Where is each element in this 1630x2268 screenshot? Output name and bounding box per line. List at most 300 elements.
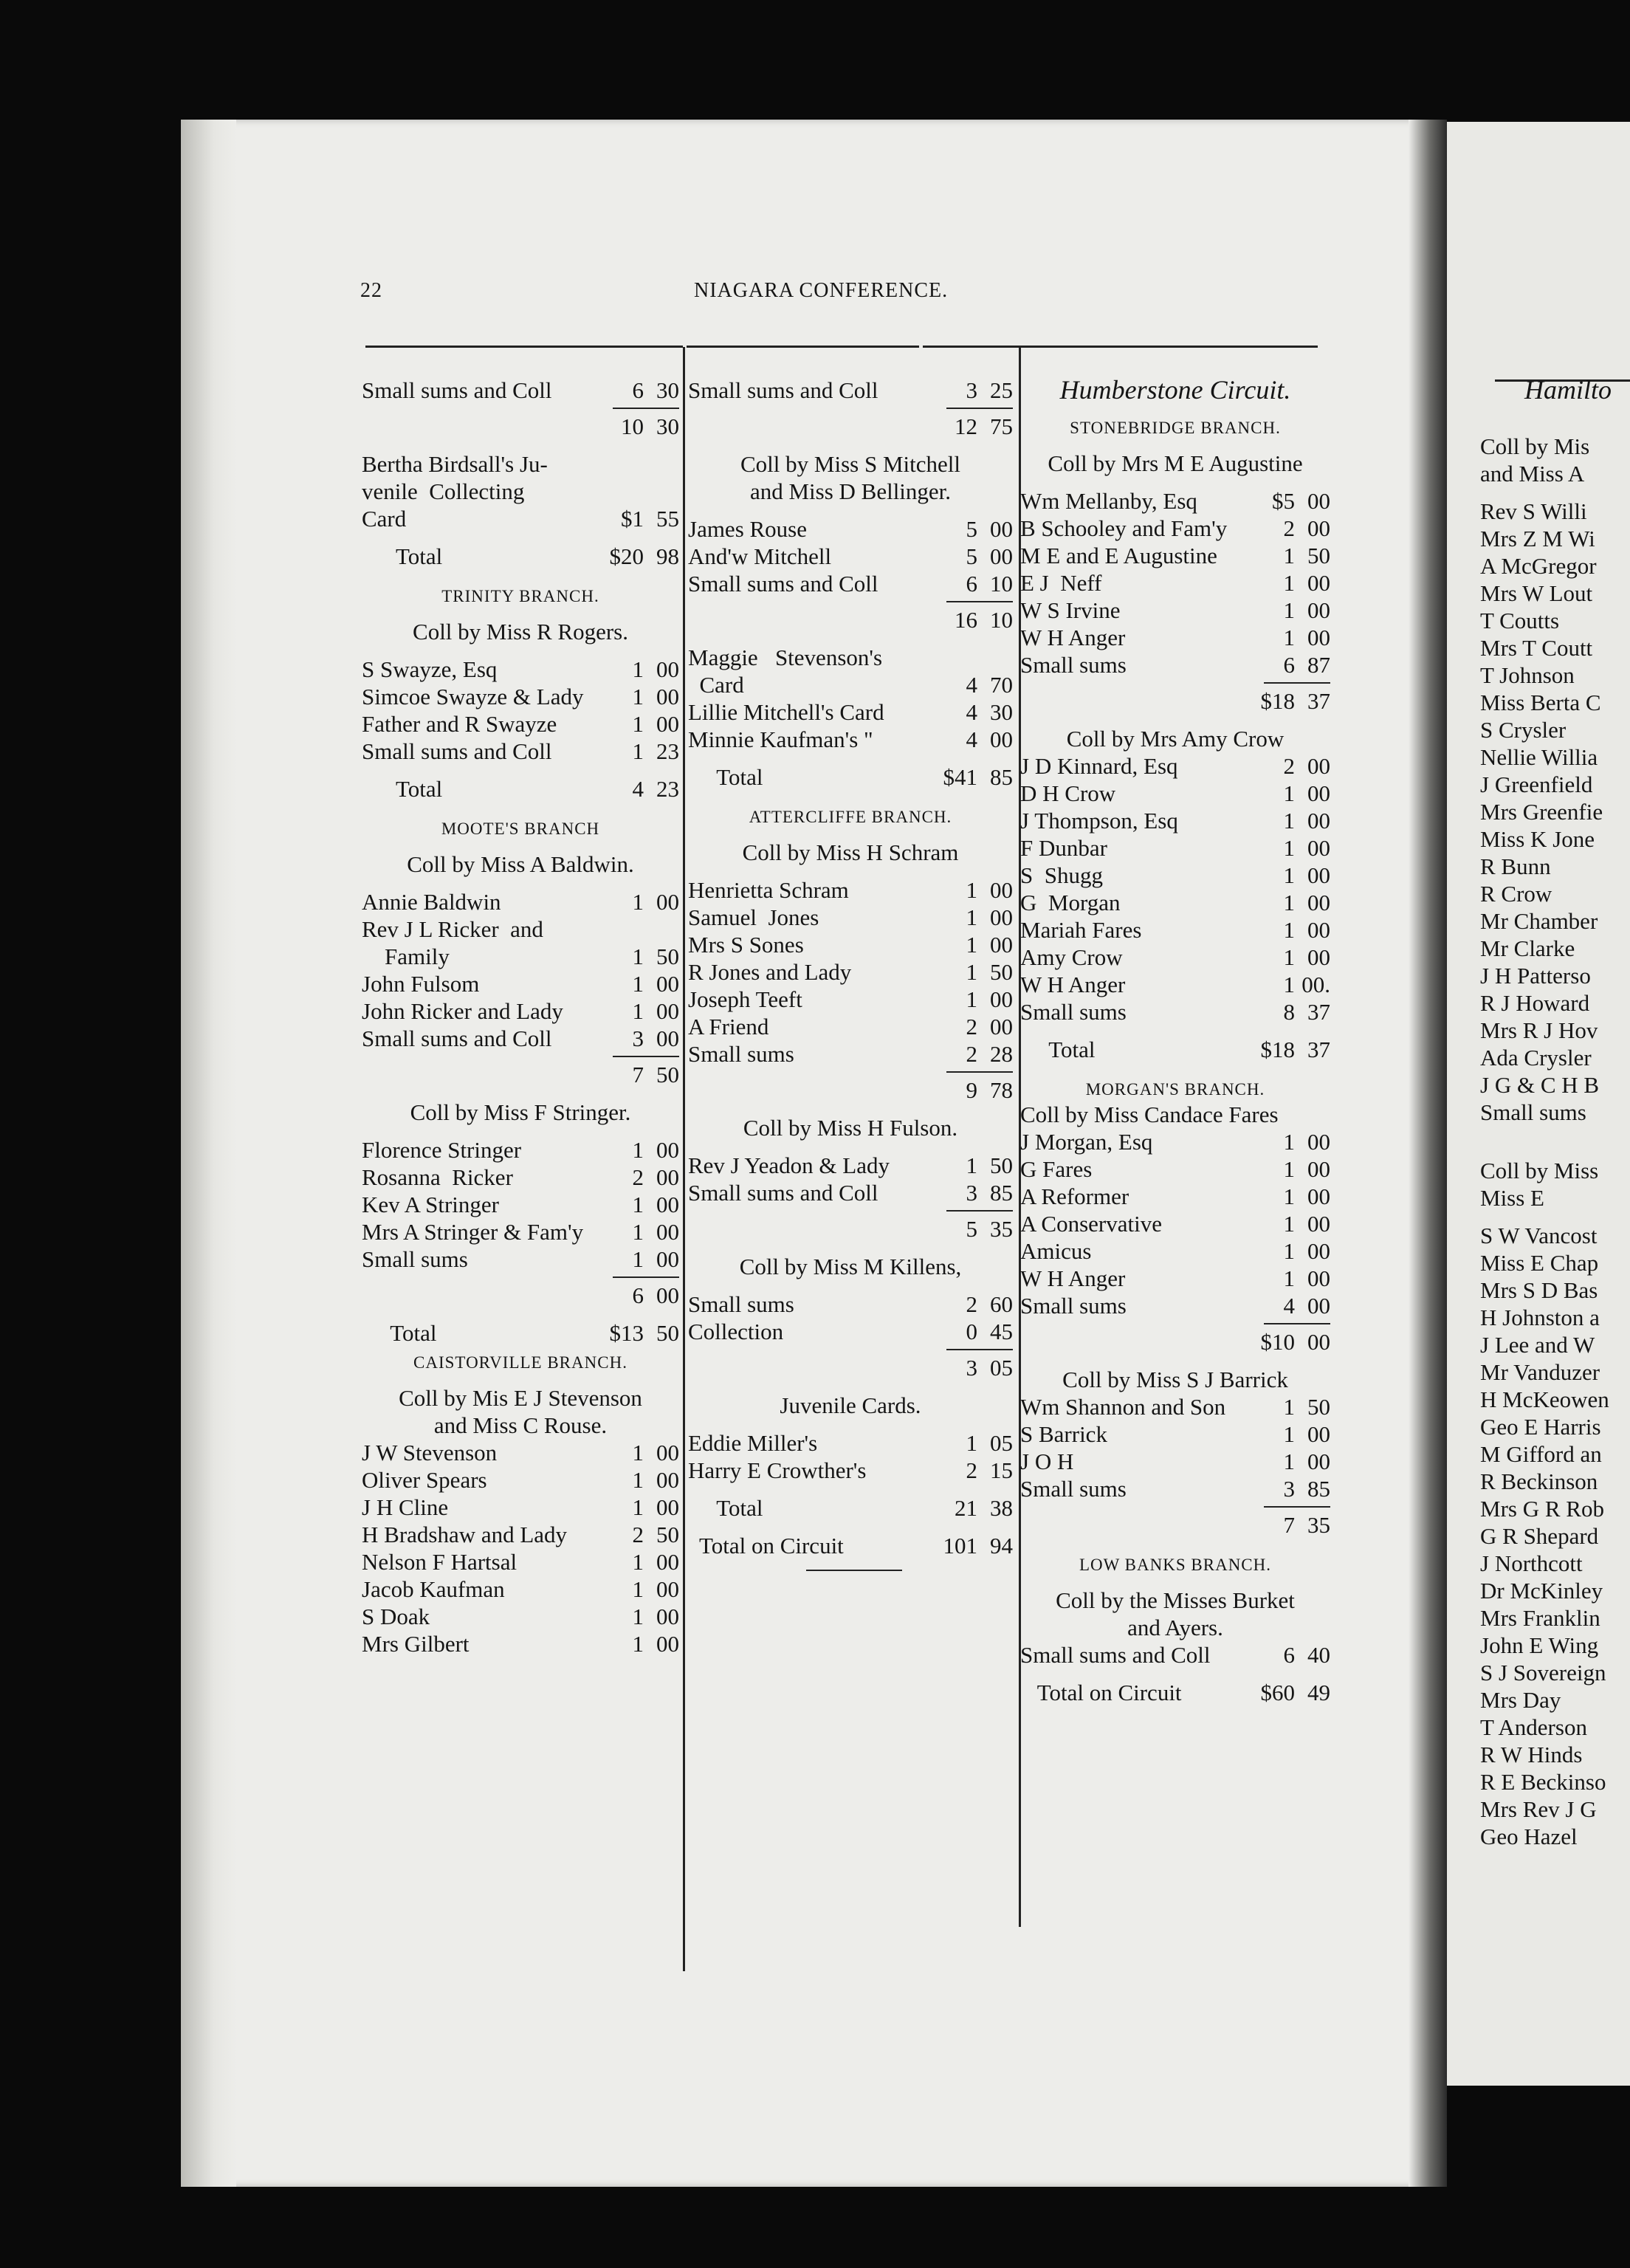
donor-name: D H Crow xyxy=(1020,780,1116,806)
amount-dollars: 1 xyxy=(1283,570,1295,596)
ledger-row xyxy=(688,1013,1013,1040)
amount-dollars: 21 xyxy=(955,1495,977,1521)
ledger-row xyxy=(688,570,1013,597)
facing-page-line: M Gifford an xyxy=(1480,1441,1602,1467)
donor-name: Card xyxy=(362,506,407,532)
ledger-row xyxy=(688,698,1013,726)
branch-heading xyxy=(1020,1549,1330,1576)
facing-page-line xyxy=(1480,1212,1628,1222)
facing-page-line: J Greenfield xyxy=(1480,772,1593,797)
donor-name: A Friend xyxy=(688,1014,769,1040)
sum-rule xyxy=(688,1068,1013,1076)
donor-name: Small sums and Coll xyxy=(362,1025,552,1051)
donor-name: Family xyxy=(362,944,450,969)
amount-cents: 30 xyxy=(656,377,679,403)
donor-name: Small sums xyxy=(688,1041,794,1067)
ledger-row xyxy=(362,1575,679,1603)
amount-cents: 00 xyxy=(1307,625,1330,650)
amount-cents: 49 xyxy=(1307,1680,1330,1705)
amount-cents: 60 xyxy=(990,1291,1013,1317)
amount-dollars: 1 xyxy=(632,1440,644,1465)
amount-dollars: 1 xyxy=(1283,862,1295,888)
ledger-row xyxy=(1020,1393,1330,1420)
amount-cents: 55 xyxy=(656,506,679,532)
amount-dollars: 5 xyxy=(966,516,977,542)
amount-cents: 00 xyxy=(1307,835,1330,861)
facing-page-line xyxy=(1480,1147,1628,1157)
donor-name: M E and E Augustine xyxy=(1020,543,1217,568)
amount-dollars: 2 xyxy=(966,1291,977,1317)
amount-cents: 00 xyxy=(656,1164,679,1190)
ledger-row xyxy=(1020,1475,1330,1502)
facing-page-line: Mrs S D Bas xyxy=(1480,1277,1598,1303)
amount-dollars: $41 xyxy=(943,764,977,790)
amount-cents: 38 xyxy=(990,1495,1013,1521)
ledger-row xyxy=(1020,1128,1330,1155)
ledger-row xyxy=(362,1319,679,1347)
donor-name: W S Irvine xyxy=(1020,597,1121,623)
amount-dollars: 2 xyxy=(966,1014,977,1040)
amount-cents: 00 xyxy=(656,656,679,682)
donor-name: W H Anger xyxy=(1020,972,1126,997)
amount-cents: 00 xyxy=(656,1219,679,1245)
donor-name: Card xyxy=(688,672,744,698)
amount-cents: 00 xyxy=(1307,488,1330,514)
facing-page-line xyxy=(1480,1126,1628,1136)
amount-dollars: 1 xyxy=(966,932,977,958)
branch-heading xyxy=(1020,412,1330,439)
amount-dollars: 1 xyxy=(1283,1238,1295,1264)
donor-name: Mrs A Stringer & Fam'y xyxy=(362,1219,584,1245)
donor-name: H Bradshaw and Lady xyxy=(362,1522,568,1547)
amount-dollars: 3 xyxy=(1283,1476,1295,1502)
amount-dollars: 1 xyxy=(632,684,644,709)
amount-cents: 15 xyxy=(990,1457,1013,1483)
ledger-row xyxy=(1020,916,1330,944)
amount-cents: 05 xyxy=(990,1430,1013,1456)
ledger-row xyxy=(688,1429,1013,1457)
spacer xyxy=(1020,1669,1330,1679)
spacer xyxy=(362,765,679,775)
amount-dollars: 2 xyxy=(632,1522,644,1547)
ledger-row xyxy=(1020,971,1330,998)
donor-name: Eddie Miller's xyxy=(688,1430,818,1456)
amount-cents: 30 xyxy=(990,699,1013,725)
amount-dollars: 1 xyxy=(632,711,644,737)
amount-cents: 00 xyxy=(656,998,679,1024)
donor-name: Total xyxy=(362,543,443,569)
collector-heading xyxy=(688,1114,1013,1141)
donor-name: Bertha Birdsall's Ju- xyxy=(362,451,548,477)
amount-dollars: 4 xyxy=(966,726,977,752)
amount-dollars: 6 xyxy=(1283,652,1295,678)
facing-page-line: Mrs Greenfie xyxy=(1480,799,1603,825)
amount-dollars: 1 xyxy=(1283,543,1295,568)
amount-cents: 00 xyxy=(1307,1421,1330,1447)
ledger-row xyxy=(1020,687,1330,715)
donor-name: J W Stevenson xyxy=(362,1440,498,1465)
amount-cents: 00 xyxy=(1307,808,1330,834)
amount-cents: 00 xyxy=(990,877,1013,903)
amount-dollars: 2 xyxy=(1283,753,1295,779)
ledger-row xyxy=(362,478,679,505)
amount-dollars: 6 xyxy=(632,377,644,403)
ledger-row xyxy=(688,606,1013,633)
facing-page-line: H Johnston a xyxy=(1480,1305,1600,1330)
donor-name: Small sums xyxy=(688,1291,794,1317)
amount-cents: 00 xyxy=(1307,1156,1330,1182)
donor-name: Nelson F Hartsal xyxy=(362,1549,517,1575)
amount-dollars: 1 xyxy=(632,971,644,997)
closing-rule-line xyxy=(806,1570,902,1571)
spacer xyxy=(688,1104,1013,1114)
donor-name: Samuel Jones xyxy=(688,904,819,930)
heading-text: and Ayers. xyxy=(1127,1615,1223,1640)
collector-heading xyxy=(688,839,1013,866)
amount-cents: 00 xyxy=(656,971,679,997)
spacer xyxy=(688,1280,1013,1291)
collector-heading xyxy=(362,850,679,878)
donor-name: Amicus xyxy=(1020,1238,1092,1264)
amount-dollars: 3 xyxy=(966,1355,977,1381)
amount-cents: 00 xyxy=(656,1604,679,1629)
ledger-row xyxy=(688,904,1013,931)
ledger-row xyxy=(1020,569,1330,597)
amount-dollars: 16 xyxy=(955,607,977,633)
branch-heading xyxy=(362,813,679,840)
amount-cents: 85 xyxy=(1307,1476,1330,1502)
ledger-row xyxy=(688,543,1013,570)
amount-dollars: 6 xyxy=(632,1282,644,1308)
donor-name: Wm Shannon and Son xyxy=(1020,1394,1226,1420)
amount-cents: 05 xyxy=(990,1355,1013,1381)
donor-name: Amy Crow xyxy=(1020,944,1123,970)
ledger-row xyxy=(1020,834,1330,862)
facing-page-line: John E Wing xyxy=(1480,1632,1599,1658)
donor-name: W H Anger xyxy=(1020,625,1126,650)
donor-name: Mariah Fares xyxy=(1020,917,1142,943)
amount-cents: 00 xyxy=(656,1440,679,1465)
donor-name: Lillie Mitchell's Card xyxy=(688,699,884,725)
facing-page-line: Mrs G R Rob xyxy=(1480,1496,1604,1522)
sum-rule xyxy=(1020,678,1330,687)
facing-page-line: Mrs W Lout xyxy=(1480,580,1593,606)
spacer xyxy=(362,1126,679,1136)
ledger-row xyxy=(362,1218,679,1245)
ledger-row xyxy=(362,1630,679,1657)
amount-dollars: 1 xyxy=(632,1192,644,1217)
amount-cents: 45 xyxy=(990,1319,1013,1344)
ledger-row xyxy=(1020,487,1330,515)
heading-text: CAISTORVILLE BRANCH. xyxy=(413,1353,627,1372)
amount-cents: 00 xyxy=(990,726,1013,752)
amount-cents: 37 xyxy=(1307,688,1330,714)
amount-cents: 00 xyxy=(1307,1329,1330,1355)
amount-dollars: 4 xyxy=(1283,1293,1295,1319)
heading-text: Humberstone Circuit. xyxy=(1059,375,1291,405)
amount-cents: 50 xyxy=(656,1522,679,1547)
donor-name: Total on Circuit xyxy=(688,1533,844,1559)
ledger-row xyxy=(362,413,679,440)
ledger-row xyxy=(362,888,679,915)
amount-dollars: $13 xyxy=(609,1320,644,1346)
donor-name: venile Collecting xyxy=(362,478,525,504)
ledger-row xyxy=(1020,1101,1330,1128)
spacer xyxy=(362,645,679,656)
amount-cents: 00 xyxy=(656,1549,679,1575)
facing-page-line: Small sums xyxy=(1480,1099,1586,1125)
spacer xyxy=(688,633,1013,644)
heading-text: Coll by Mrs M E Augustine xyxy=(1048,450,1303,476)
donor-name: Small sums and Coll xyxy=(362,377,552,403)
amount-dollars: 1 xyxy=(1283,1129,1295,1155)
spacer xyxy=(1020,1063,1330,1073)
donor-name: J D Kinnard, Esq xyxy=(1020,753,1178,779)
donor-name: J Morgan, Esq xyxy=(1020,1129,1153,1155)
facing-page-line xyxy=(1480,412,1628,422)
spacer xyxy=(362,803,679,813)
amount-dollars: 1 xyxy=(1283,890,1295,915)
spacer xyxy=(362,570,679,580)
spacer xyxy=(688,753,1013,763)
ledger-row xyxy=(362,1603,679,1630)
amount-cents: 85 xyxy=(990,1180,1013,1206)
amount-dollars: 6 xyxy=(966,571,977,597)
donor-name: Joseph Teeft xyxy=(688,986,802,1012)
ledger-row xyxy=(1020,1265,1330,1292)
ledger-row xyxy=(1020,1328,1330,1355)
amount-cents: 50 xyxy=(656,1320,679,1346)
donor-name: Small sums xyxy=(1020,652,1127,678)
amount-cents: 00 xyxy=(656,1494,679,1520)
facing-page-line xyxy=(1480,422,1628,433)
amount-dollars: 2 xyxy=(966,1457,977,1483)
sum-rule-line xyxy=(946,601,1013,602)
spacer xyxy=(688,1381,1013,1392)
amount-dollars: 1 xyxy=(1283,1265,1295,1291)
amount-cents: 00 xyxy=(1307,1293,1330,1319)
ledger-row xyxy=(688,515,1013,543)
book-gutter xyxy=(1409,120,1447,2187)
amount-dollars: 9 xyxy=(966,1077,977,1103)
amount-cents: 00 xyxy=(656,1576,679,1602)
ledger-row xyxy=(1020,624,1330,651)
amount-dollars: 1 xyxy=(632,1137,644,1163)
ledger-row xyxy=(1020,1679,1330,1706)
amount-cents: 00 xyxy=(1307,780,1330,806)
column-1 xyxy=(362,377,679,1657)
amount-cents: 00 xyxy=(656,1631,679,1657)
ledger-row xyxy=(362,915,679,943)
amount-dollars: $5 xyxy=(1272,488,1295,514)
donor-name: Total xyxy=(362,1320,437,1346)
heading-text: Juvenile Cards. xyxy=(780,1392,921,1418)
donor-name: Total on Circuit xyxy=(1020,1680,1182,1705)
amount-cents: 98 xyxy=(656,543,679,569)
amount-dollars: 7 xyxy=(632,1062,644,1087)
amount-dollars: 1 xyxy=(1283,780,1295,806)
ledger-row xyxy=(1020,542,1330,569)
amount-dollars: $18 xyxy=(1260,1037,1295,1062)
column-2 xyxy=(688,377,1013,1581)
ledger-row xyxy=(688,876,1013,904)
donor-name: John Fulsom xyxy=(362,971,480,997)
sum-rule xyxy=(1020,1502,1330,1511)
spacer xyxy=(688,1484,1013,1494)
ledger-row xyxy=(1020,944,1330,971)
facing-page-line: S W Vancost xyxy=(1480,1223,1598,1248)
amount-dollars: 1 xyxy=(1283,808,1295,834)
ledger-row xyxy=(362,1025,679,1052)
heading-text: Coll by Miss H Fulson. xyxy=(743,1115,958,1141)
amount-dollars: 2 xyxy=(966,1041,977,1067)
donor-name: Collection xyxy=(688,1319,784,1344)
heading-text: Coll by Mrs Amy Crow xyxy=(1066,726,1285,752)
sum-rule-line xyxy=(613,408,679,409)
amount-dollars: 3 xyxy=(966,1180,977,1206)
donor-name: Annie Baldwin xyxy=(362,889,501,915)
facing-page-line: Mr Clarke xyxy=(1480,935,1575,961)
heading-text: STONEBRIDGE BRANCH. xyxy=(1070,419,1281,437)
amount-cents: 00 xyxy=(656,1137,679,1163)
ledger-row xyxy=(688,1291,1013,1318)
collector-heading xyxy=(1020,1587,1330,1614)
ledger-row xyxy=(362,543,679,570)
facing-page-line: T Coutts xyxy=(1480,608,1560,633)
amount-cents: 00 xyxy=(990,932,1013,958)
donor-name: Wm Mellanby, Esq xyxy=(1020,488,1197,514)
ledger-row xyxy=(688,1040,1013,1068)
amount-dollars: 8 xyxy=(1283,999,1295,1025)
amount-cents: 00. xyxy=(1301,972,1330,997)
amount-dollars: 1 xyxy=(966,877,977,903)
amount-dollars: 2 xyxy=(632,1164,644,1190)
ledger-row xyxy=(362,738,679,765)
amount-cents: 00 xyxy=(990,1014,1013,1040)
amount-cents: 00 xyxy=(656,1282,679,1308)
facing-page-line: Miss E Chap xyxy=(1480,1250,1599,1276)
donor-name: S Swayze, Esq xyxy=(362,656,498,682)
heading-text: Coll by Miss F Stringer. xyxy=(410,1099,631,1125)
ledger-row xyxy=(688,1457,1013,1484)
donor-name: Small sums xyxy=(1020,999,1127,1025)
amount-cents: 28 xyxy=(990,1041,1013,1067)
amount-cents: 00 xyxy=(1307,1265,1330,1291)
donor-name: Total xyxy=(1020,1037,1096,1062)
amount-cents: 37 xyxy=(1307,999,1330,1025)
ledger-row xyxy=(1020,1292,1330,1319)
amount-cents: 94 xyxy=(990,1533,1013,1559)
amount-dollars: 1 xyxy=(966,959,977,985)
collector-heading xyxy=(1020,1614,1330,1641)
ledger-row xyxy=(1020,1210,1330,1237)
donor-name: Small sums and Coll xyxy=(688,377,878,403)
ledger-row xyxy=(362,775,679,803)
amount-dollars: 1 xyxy=(966,986,977,1012)
collector-heading xyxy=(688,478,1013,505)
donor-name: Mrs S Sones xyxy=(688,932,804,958)
sum-rule-line xyxy=(946,1349,1013,1350)
spacer xyxy=(688,440,1013,450)
donor-name: Coll by Miss Candace Fares xyxy=(1020,1102,1279,1127)
amount-cents: 00 xyxy=(656,684,679,709)
amount-dollars: 1 xyxy=(632,1219,644,1245)
amount-dollars: 4 xyxy=(966,672,977,698)
donor-name: Henrietta Schram xyxy=(688,877,849,903)
ledger-row xyxy=(688,1494,1013,1522)
amount-cents: 00 xyxy=(656,1246,679,1272)
facing-page-line: Mrs Z M Wi xyxy=(1480,526,1595,551)
amount-cents: 00 xyxy=(990,904,1013,930)
amount-dollars: 1 xyxy=(1283,944,1295,970)
circuit-title xyxy=(1020,377,1330,412)
amount-cents: 00 xyxy=(1307,1211,1330,1237)
heading-text: Coll by Miss S J Barrick xyxy=(1062,1367,1288,1392)
header-rule-1 xyxy=(365,346,683,348)
sum-rule xyxy=(1020,1319,1330,1328)
donor-name: Mrs Gilbert xyxy=(362,1631,470,1657)
facing-page-line: H McKeowen xyxy=(1480,1386,1609,1412)
ledger-row xyxy=(362,943,679,970)
facing-page-line: and Miss A xyxy=(1480,461,1585,487)
branch-heading xyxy=(362,580,679,608)
spacer xyxy=(362,878,679,888)
heading-text: TRINITY BRANCH. xyxy=(441,587,599,605)
facing-page-line: A McGregor xyxy=(1480,553,1597,579)
spacer xyxy=(1020,439,1330,450)
facing-page-line: Mrs Rev J G xyxy=(1480,1796,1597,1822)
amount-dollars: 1 xyxy=(966,904,977,930)
spacer xyxy=(688,1419,1013,1429)
amount-dollars: $1 xyxy=(621,506,644,532)
amount-cents: 30 xyxy=(656,413,679,439)
amount-cents: 78 xyxy=(990,1077,1013,1103)
sum-rule-line xyxy=(613,1276,679,1278)
ledger-row xyxy=(362,450,679,478)
ledger-row xyxy=(688,1215,1013,1243)
ledger-row xyxy=(362,1494,679,1521)
collector-heading xyxy=(362,618,679,645)
amount-cents: 00 xyxy=(990,516,1013,542)
amount-dollars: 5 xyxy=(966,1216,977,1242)
amount-dollars: 1 xyxy=(632,656,644,682)
donor-name: E J Neff xyxy=(1020,570,1102,596)
ledger-row xyxy=(688,671,1013,698)
amount-cents: 50 xyxy=(1307,543,1330,568)
amount-dollars: 12 xyxy=(955,413,977,439)
facing-page-line: Dr McKinley xyxy=(1480,1578,1603,1604)
facing-page-line: G R Shepard xyxy=(1480,1523,1599,1549)
ledger-row xyxy=(362,1282,679,1309)
amount-dollars: 5 xyxy=(966,543,977,569)
ledger-row xyxy=(688,1318,1013,1345)
amount-dollars: 1 xyxy=(632,1494,644,1520)
amount-dollars: 0 xyxy=(966,1319,977,1344)
ledger-row xyxy=(1020,807,1330,834)
amount-dollars: 1 xyxy=(632,1604,644,1629)
spacer xyxy=(688,1522,1013,1532)
amount-cents: 23 xyxy=(656,738,679,764)
ledger-row xyxy=(1020,1155,1330,1183)
amount-cents: 35 xyxy=(1307,1512,1330,1538)
heading-text: Coll by the Misses Burket xyxy=(1056,1587,1295,1613)
donor-name: Rosanna Ricker xyxy=(362,1164,513,1190)
amount-dollars: 1 xyxy=(1283,1183,1295,1209)
branch-heading xyxy=(1020,1073,1330,1101)
ledger-row xyxy=(688,377,1013,404)
ledger-row xyxy=(1020,597,1330,624)
donor-name: Total xyxy=(688,764,763,790)
